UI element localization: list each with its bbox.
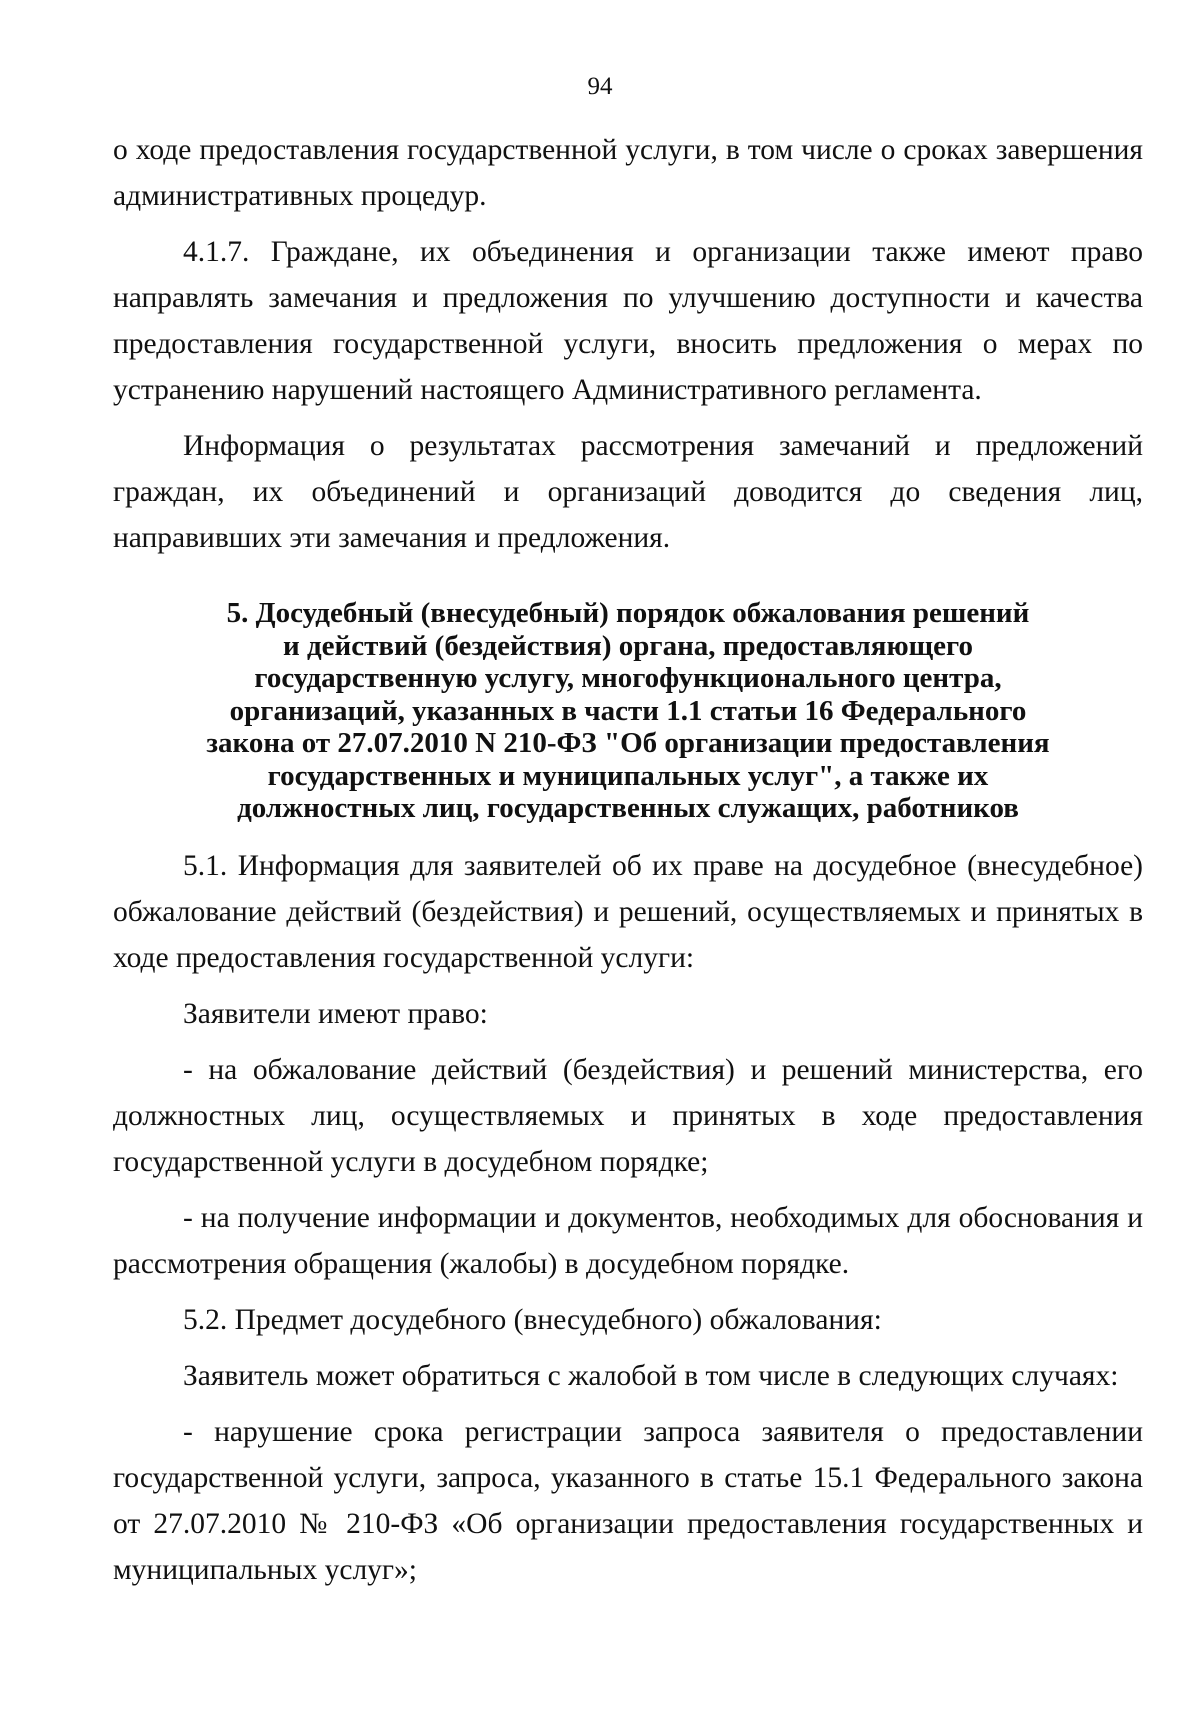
paragraph-continuation: о ходе предоставления государственной услуги, в том числе о сроках завершения административных процедур.	[113, 134, 1143, 212]
heading-line: государственных и муниципальных услуг", а также их	[267, 759, 989, 792]
paragraph-review-results: Информация о результатах рассмотрения замечаний и предложений граждан, их объединений и организаций доводится до сведения лиц, направивших эти замечания и предложения.	[113, 430, 1143, 554]
list-item-information-right: - на получение информации и документов, необходимых для обоснования и рассмотрения обращения (жалобы) в досудебном порядке.	[113, 1201, 1143, 1280]
heading-line: и действий (бездействия) органа, предоставляющего	[283, 629, 973, 662]
heading-line: 5. Досудебный (внесудебный) порядок обжалования решений	[226, 597, 1030, 629]
paragraph-5-1: 5.1. Информация для заявителей об их праве на досудебное (внесудебное) обжалование действий (бездействия) и решений, осуществляемых и принятых в ходе предоставления государственной услуги:	[113, 849, 1143, 974]
paragraph-complaint-cases: Заявитель может обратиться с жалобой в том числе в следующих случаях:	[183, 1359, 1119, 1392]
list-item-appeal-right: - на обжалование действий (бездействия) и решений министерства, его должностных лиц, осуществляемых и принятых в ходе предоставления государственной услуги в досудебном порядке;	[113, 1053, 1143, 1178]
heading-line: закона от 27.07.2010 N 210-ФЗ "Об организации предоставления	[206, 727, 1050, 759]
document-body	[113, 127, 1143, 1603]
paragraph-5-2: 5.2. Предмет досудебного (внесудебного) обжалования:	[183, 1303, 882, 1336]
heading-line: организаций, указанных в части 1.1 статьи 16 Федерального	[229, 694, 1027, 727]
heading-line: государственную услугу, многофункционального центра,	[254, 662, 1002, 694]
paragraph-4-1-7: 4.1.7. Граждане, их объединения и организации также имеют право направлять замечания и предложения по улучшению доступности и качества предоставления государственной услуги, вносить предложения о мерах по устранению нарушений настоящего Административного регламента.	[113, 236, 1143, 406]
heading-line: должностных лиц, государственных служащих, работников	[237, 792, 1019, 824]
paragraph-applicants-rights: Заявители имеют право:	[183, 997, 488, 1030]
list-item-registration-violation: - нарушение срока регистрации запроса заявителя о предоставлении государственной услуги, запроса, указанного в статье 15.1 Федерального закона от 27.07.2010 № 210-ФЗ «Об организации предоставления государственных и муниципальных услуг»;	[113, 1415, 1143, 1586]
section-5-heading	[153, 597, 1103, 825]
page-number: 94	[587, 73, 613, 100]
